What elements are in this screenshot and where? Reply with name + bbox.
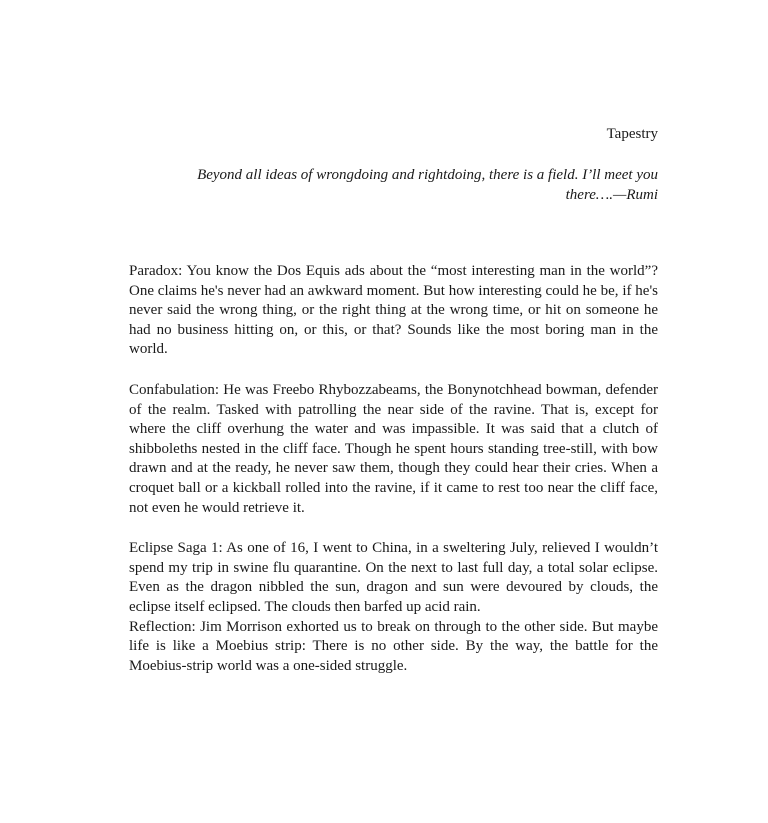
- paragraph-reflection: Reflection: Jim Morrison exhorted us to break on through to the other side. But maybe life is like a Moebius strip: There is no other side. By the way, the battle for the Moebius-strip world was a one-sided struggle.: [129, 618, 658, 674]
- page-title: Tapestry: [606, 126, 658, 142]
- paragraph-confabulation: Confabulation: He was Freebo Rhybozzabeams, the Bonynotchhead bowman, defender of the realm. Tasked with patrolling the near side of the ravine. That is, except for where the cliff overhung the water and was impassible. It was said that a clutch of shibboleths nested in the cliff face. Though he spent hours standing tree-still, with bow drawn and at the ready, he never saw them, though they could hear their cries. When a croquet ball or a kickball rolled into the ravine, if it came to rest too near the cliff face, not even he would retrieve it.: [129, 381, 658, 516]
- paragraph-paradox: Paradox: You know the Dos Equis ads about the “most interesting man in the world”? One claims he's never had an awkward moment. But how interesting could he be, if he's never said the wrong thing, or the right thing at the wrong time, or hit on someone he had no business hitting on, or this, or that? Sounds like the most boring man in the world.: [129, 263, 658, 358]
- epigraph-quote: Beyond all ideas of wrongdoing and rightdoing, there is a field. I’ll meet you there….—Rumi: [197, 167, 658, 203]
- paragraph-eclipse-saga: Eclipse Saga 1: As one of 16, I went to China, in a sweltering July, relieved I wouldn’t spend my trip in swine flu quarantine. On the next to last full day, a total solar eclipse. Even as the dragon nibbled the sun, dragon and sun were devoured by clouds, the eclipse itself eclipsed. The clouds then barfed up acid rain.: [129, 540, 658, 615]
- body-text: [129, 262, 658, 676]
